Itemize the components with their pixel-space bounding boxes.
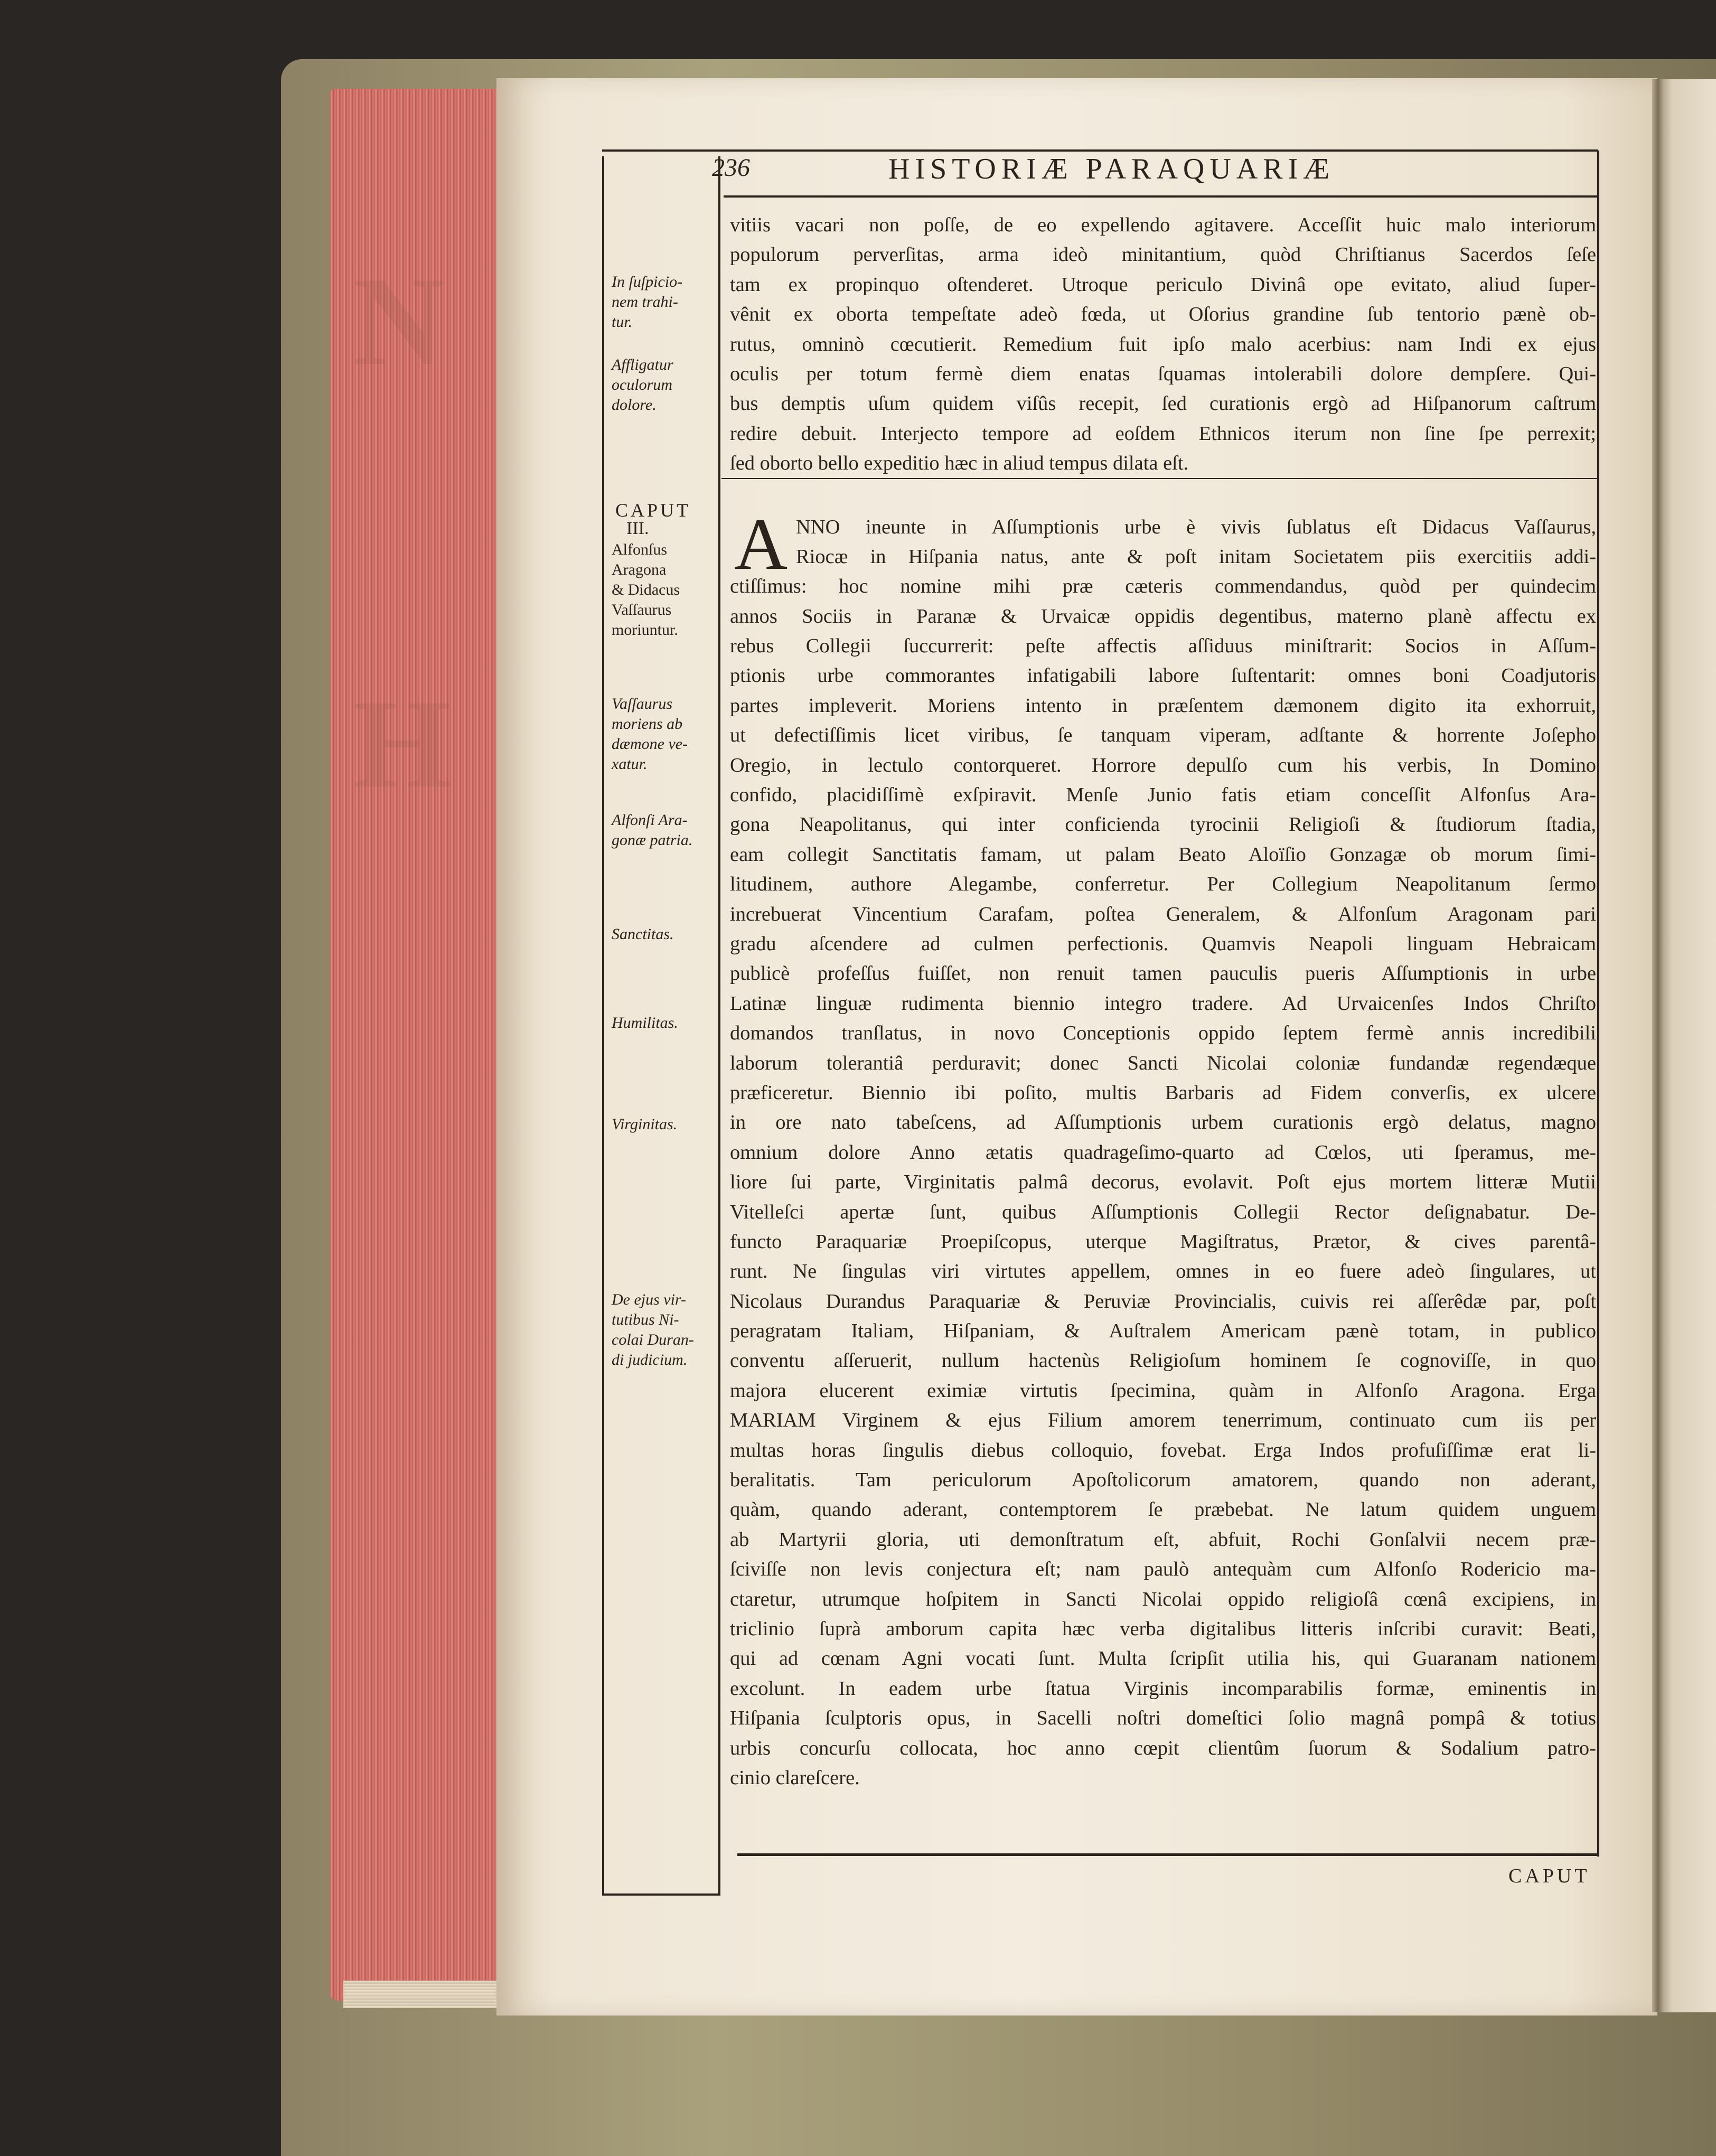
drop-cap: A [734, 503, 788, 585]
text-line: cinio clareſcere. [730, 1766, 860, 1789]
text-line: ptionis urbe commorantes infatigabili labore ſuſtentarit: omnes boni Coadjutoris [730, 664, 1596, 687]
text-line: bus demptis uſum quidem viſûs recepit, ſed curationis ergò ad Hiſpanorum caſtrum [730, 392, 1596, 415]
text-line: ab Martyrii gloria, uti demonſtratum eſt, abfuit, Rochi Gonſalvii necem præ- [730, 1528, 1596, 1551]
paragraph-2-opening [730, 512, 1596, 572]
text-line: partes impleverit. Moriens intento in præſentem dæmonem digito ita exhorruit, [730, 694, 1596, 717]
text-line: runt. Ne ſingulas viri virtutes appellem, omnes in eo fuere adeò ſingulares, ut [730, 1260, 1596, 1283]
margin-column-rule [718, 156, 720, 1895]
paragraph-2 [730, 571, 1596, 1793]
page-number: 236 [712, 154, 750, 182]
text-line: functo Paraquariæ Proepiſcopus, uterque Magiſtratus, Prætor, & cives parentâ- [730, 1230, 1596, 1253]
text-line: gona Neapolitanus, qui inter conficienda tyrocinii Religioſi & ſtudiorum ſtadia, [730, 813, 1596, 836]
paragraph-1 [730, 210, 1596, 479]
text-line: laborum tolerantiâ perduravit; donec Sancti Nicolai coloniæ fundandæ regendæque [730, 1052, 1596, 1074]
top-rule [602, 149, 1598, 152]
text-line: MARIAM Virginem & ejus Filium amorem tenerrimum, continuato cum iis per [730, 1409, 1596, 1432]
outer-left-rule [602, 156, 604, 1895]
text-line: annos Sociis in Paranæ & Urvaicæ oppidis degentibus, materno planè affectu ex [730, 605, 1596, 627]
text-line: ſed oborto bello expeditio hæc in aliud tempus dilata eſt. [730, 452, 1189, 475]
catchword: CAPUT [1508, 1865, 1590, 1887]
text-line: tam ex propinquo oſtenderet. Utroque periculo Divinâ ope evitato, aliud ſuper- [730, 273, 1596, 296]
text-line: oculis per totum fermè diem enatas ſquamas intolerabili dolore dempſere. Qui- [730, 362, 1596, 385]
text-line: NNO ineunte in Aſſumptionis urbe è vivis ſublatus eſt Didacus Vaſſaurus, [796, 515, 1596, 538]
bottom-rule [737, 1853, 1598, 1856]
text-line: omnium dolore Anno ætatis quadrageſimo-quarto ad Cœlos, uti ſperamus, me- [730, 1141, 1596, 1164]
text-line: rebus Collegii ſuccurrerit: peſte affectis aſſiduus miniſtrarit: Socios in Aſſum- [730, 635, 1596, 658]
page-stack-bottom [343, 1981, 512, 2008]
text-line: ut defectiſſimis licet viribus, ſe tanquam viperam, adſtante & horrente Joſepho [730, 724, 1596, 747]
text-line: liore ſui parte, Virginitatis palmâ decorus, evolavit. Poſt ejus mortem litteræ Mutii [730, 1171, 1596, 1194]
bleed-through-mark: N [353, 251, 445, 391]
main-text-column [730, 210, 1596, 1793]
text-line: ctaretur, utrumque hoſpitem in Sancti Nicolai oppido religioſâ cœnâ excipiens, in [730, 1588, 1596, 1610]
text-line: urbis concurſu collocata, hoc anno cœpit clientûm ſuorum & Sodalium patro- [730, 1737, 1596, 1759]
text-line: excolunt. In eadem urbe ſtatua Virginis incomparabilis formæ, eminentis in [730, 1677, 1596, 1700]
margin-note: Alfonſi Ara- gonæ patria. [612, 811, 693, 849]
margin-note: In ſuſpicio- nem trahi- tur. [612, 273, 683, 331]
text-line: multas horas ſingulis diebus colloquio, fovebat. Erga Indos profuſiſſimæ erat li- [730, 1439, 1596, 1461]
text-line: populorum perverſitas, arma ideò minitantium, quòd Chriſtianus Sacerdos ſeſe [730, 243, 1596, 266]
margin-note: Alfonſus Aragona & Didacus Vaſſaurus moriuntur. [612, 541, 680, 639]
right-rule [1597, 151, 1599, 1857]
bleed-through-mark: H [353, 673, 452, 814]
text-line: increbuerat Vincentium Carafam, poſtea Generalem, & Alfonſum Aragonam pari [730, 903, 1596, 925]
margin-note: De ejus vir- tutibus Ni- colai Duran- di judicium. [612, 1291, 694, 1368]
text-line: ſciviſſe non levis conjectura eſt; nam paulò antequàm cum Alfonſo Rodericio ma- [730, 1558, 1596, 1581]
text-line: præficeretur. Biennio ibi poſito, multis Barbaris ad Fidem converſis, ex ulcere [730, 1081, 1596, 1104]
text-line: peragratam Italiam, Hiſpaniam, & Auſtralem Americam pænè totam, in publico [730, 1320, 1596, 1343]
text-line: conventu aſſeruerit, nullum hactenùs Religioſum hominem ſe cognoviſſe, in quo [730, 1349, 1596, 1372]
margin-note: Affligatur oculorum dolore. [612, 356, 673, 414]
text-line: vênit ex oborta tempeſtate adeò fœda, ut Oſorius grandine ſub tentorio pænè ob- [730, 303, 1596, 326]
chapter-label: CAPUT [615, 500, 691, 521]
text-line: rutus, omninò cœcutierit. Remedium fuit ipſo malo acerbius: nam Indi ex ejus [730, 333, 1596, 355]
text-line: litudinem, authore Alegambe, conferretur. Per Collegium Neapolitanum ſermo [730, 873, 1596, 896]
text-line: domandos tranſlatus, in novo Conceptionis oppido ſeptem fermè annis incredibili [730, 1022, 1596, 1045]
text-line: majora elucerent eximiæ virtutis ſpecimina, quàm in Alfonſo Aragona. Erga [730, 1379, 1596, 1402]
text-line: gradu aſcendere ad culmen perfectionis. Quamvis Neapoli linguam Hebraicam [730, 932, 1596, 955]
margin-note: Humilitas. [612, 1014, 678, 1032]
text-line: confido, placidiſſimè exſpiravit. Menſe Junio fatis etiam conceſſit Alfonſus Ara- [730, 784, 1596, 807]
margin-note: Sanctitas. [612, 925, 674, 943]
text-line: vitiis vacari non poſſe, de eo expellendo agitavere. Acceſſit huic malo interiorum [730, 214, 1596, 236]
text-line: in ore nato tabeſcens, ad Aſſumptionis urbem curationis ergò delatus, magno [730, 1111, 1596, 1134]
text-line: Nicolaus Durandus Paraquariæ & Peruviæ Provincialis, cuivis rei aſſerêdæ par, poſt [730, 1290, 1596, 1313]
text-line: publicè profeſſus fuiſſet, non renuit tamen pauculis pueris Aſſumptionis in urbe [730, 962, 1596, 985]
text-line: quàm, quando aderant, contemptorem ſe præbebat. Ne latum quidem unguem [730, 1498, 1596, 1521]
text-line: beralitatis. Tam periculorum Apoſtolicorum amatorem, quando non aderant, [730, 1469, 1596, 1492]
text-line: Hiſpania ſculptoris opus, in Sacelli noſtri domeſtici ſolio magnâ pompâ & totius [730, 1707, 1596, 1730]
text-line: eam collegit Sanctitatis famam, ut palam Beato Aloïſio Gonzagæ ob morum ſimi- [730, 843, 1596, 866]
text-line: redire debuit. Interjecto tempore ad eoſdem Ethnicos iterum non ſine ſpe perrexit; [730, 422, 1596, 445]
text-line: Vitelleſci apertæ ſunt, quibus Aſſumptionis Collegii Rector deſignabatur. De- [730, 1201, 1596, 1223]
text-line: Latinæ linguæ rudimenta biennio integro tradere. Ad Urvaicenſes Indos Chriſto [730, 992, 1596, 1015]
facing-page-edge [1657, 79, 1716, 2012]
chapter-number: III. [626, 519, 649, 538]
margin-note: Vaſſaurus moriens ab dæmone ve- xatur. [612, 695, 688, 773]
paragraph-gap [730, 479, 1596, 512]
header-rule [724, 195, 1598, 198]
text-line: ctiſſimus: hoc nomine mihi præ cæteris commendandus, quòd per quindecim [730, 575, 1596, 598]
text-line: triclinio ſuprà amborum capita hæc verba digitalibus litteris inſcribi curavit: Beati, [730, 1617, 1596, 1640]
margin-note: Virginitas. [612, 1116, 678, 1133]
text-line: qui ad cœnam Agni vocati ſunt. Multa ſcripſit utilia his, qui Guaranam nationem [730, 1647, 1596, 1670]
text-line: Oregio, in lectulo contorqueret. Horrore depulſo cum his verbis, In Domino [730, 754, 1596, 776]
running-head: HISTORIÆ PARAQUARIÆ [888, 153, 1335, 185]
text-line: Riocæ in Hiſpania natus, ante & poſt initam Societatem piis exercitiis addi- [796, 545, 1596, 568]
frame-bottom-rule [602, 1893, 720, 1896]
page-gutter [1652, 79, 1664, 2012]
